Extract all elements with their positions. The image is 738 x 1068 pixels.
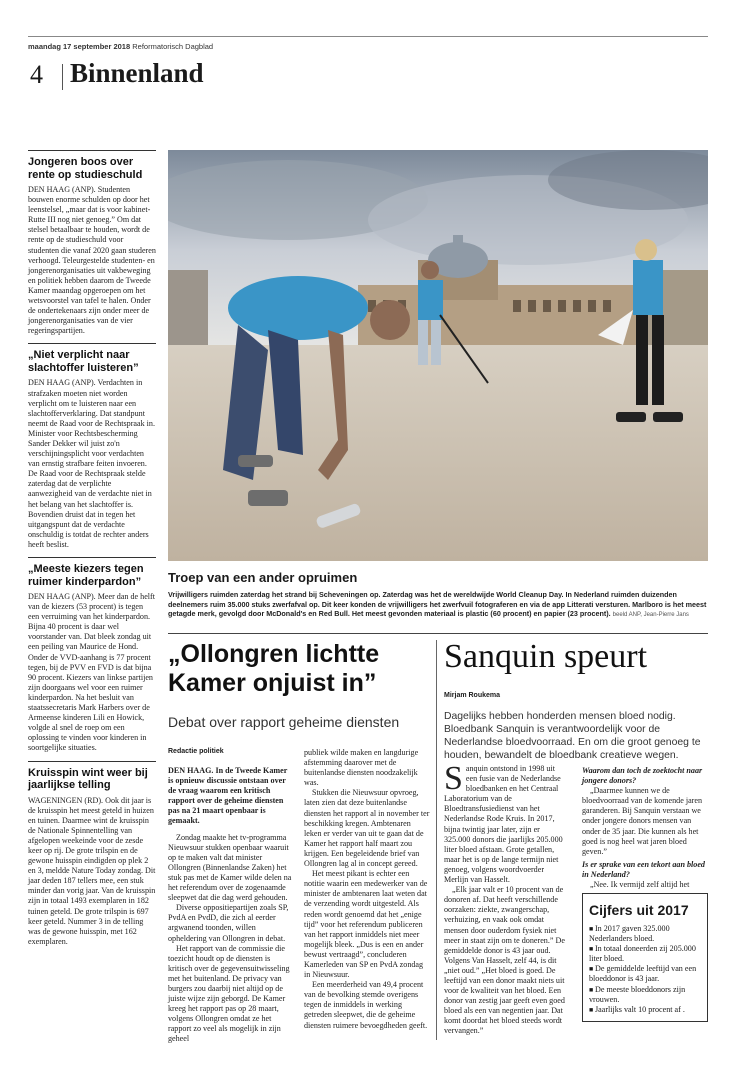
factbox-cijfers: [582, 893, 708, 1022]
factbox-item: ■ De gemiddelde leeftijd van een bloeddonor is 43 jaar.: [589, 964, 701, 984]
photo-caption: [168, 590, 708, 621]
photo-credit: beeld ANP, Jean-Pierre Jans: [612, 612, 689, 619]
news-briefs-column: [28, 150, 156, 954]
brief-kruisspin: [28, 762, 156, 954]
photo-title: Troep van een ander opruimen: [168, 570, 358, 585]
article-ollongren-byline: Redactie politiek: [168, 748, 224, 755]
factbox-list: [589, 924, 701, 1015]
caption-rule: [168, 633, 708, 634]
article-ollongren-headline: „Ollongren lichtte Kamer onjuist in”: [168, 640, 380, 697]
brief-body: WAGENINGEN (RD). Ook dit jaar is de kruisspin het meest geteld in huizen en tuinen. Daarmee wint de kruisspin de Nationale Spinnentelling van afgelopen weekeinde voor de zesde keer op rij. De grote trilspin en de gewone huisspin eindigden op plek 2 en 3, meldde Nature Today zondag. Dit jaar deden 187 tellers mee, een stuk minder dan vorig jaar. Van de kruisspin zijn in totaal 1493 exemplaren in 182 tuinen geteld. De grote trilspin is 697 keer geteld. Nummer 3 in de telling was de gewone huisspin, met 162 exemplaren.: [28, 795, 156, 946]
paper-name: Reformatorisch Dagblad: [132, 42, 214, 51]
paragraph: publiek wilde maken en langdurige afstemming daarover met de buitenlandse diensten noodzakelijk was.: [304, 748, 419, 788]
article-sanquin-headline: Sanquin speurt: [444, 638, 648, 675]
brief-title: „Niet verplicht naar slachtoffer luisteren”: [28, 349, 139, 374]
masthead-rule: [28, 36, 708, 37]
paragraph: [444, 760, 568, 885]
article-sanquin-col-1: [444, 760, 568, 1037]
caption-text: Vrijwilligers ruimden zaterdag het strand bij Scheveningen op. Zaterdag was het de wereldwijde World Cleanup Day. In Nederland ruimden duizenden deelnemers ruim 35.000 stuks zwerfafval op. Dit keer konden de vrijwilligers het zwerfvuil fotograferen en via de app Litterati versturen. Marlboro is het meest getagde merk, gevolgd door McDonald's en Red Bull. Het meest gevonden materiaal is plastic (60 procent) en papier (23 procent).: [168, 590, 707, 619]
column-rule: [436, 640, 437, 1040]
article-sanquin-lead: Dagelijks hebben honderden mensen bloed nodig. Bloedbank Sanquin is verantwoordelijk voor de Nederlandse bloedvoorraad. En om die groot genoeg te houden, bewandelt de bloedbank creatieve wegen.: [444, 711, 701, 761]
factbox-item: ■ De meeste bloeddonors zijn vrouwen.: [589, 985, 701, 1005]
section-title: Binnenland: [70, 58, 204, 88]
brief-kinderpardon: [28, 558, 156, 762]
interview-question: Waarom dan toch de zoektocht naar jongere donors?: [582, 766, 703, 786]
brief-body: DEN HAAG (ANP). Meer dan de helft van de kiezers (53 procent) is tegen een verruiming van het kinderpardon. Bijna 40 procent is daar wel voorstander van. Dat bleek zondag uit een peiling van Maurice de Hond. Onder de VVD-aanhang is 77 procent tegen, bij de PVV en FVD is dat bijna 90 procent. Kiezers van linkse partijen zijn doorgaans wel voor een ruimer kinderpardon. Na het besluit van staatssecretaris Mark Harbers over de Armeense kinderen Lili en Howick, volgde al snel de roep om een oplossing te vinden voor kinderen in soortgelijke situaties.: [28, 592, 155, 753]
paragraph: Een meerderheid van 49,4 procent van de bevolking stemde overigens tegen de inmiddels in werking getreden sleepwet, die de geheime diensten ruimere bevoegdheden geeft.: [304, 980, 428, 1030]
brief-studieschuld: [28, 151, 156, 344]
article-ollongren-col-1: [168, 766, 294, 1045]
factbox-item: ■ In 2017 gaven 325.000 Nederlanders bloed.: [589, 924, 701, 944]
interview-answer: „Nee. Ik vermijd zelf altijd het: [590, 880, 690, 890]
interview-answer: „Daarmee kunnen we de bloedvoorraad van de komende jaren garanderen. Bij Sanquin verstaan we onder jongere donors mensen van onder de 35 jaar. Die kunnen als het goed is nog heel wat jaren bloed geven.”: [582, 786, 703, 856]
section-separator: [62, 64, 63, 90]
interview-question: Is er sprake van een tekort aan bloed in Nederland?: [582, 859, 705, 879]
brief-title: Kruisspin wint weer bij jaarlijkse telling: [28, 766, 148, 791]
page-number: 4: [30, 60, 43, 89]
brief-body: DEN HAAG (ANP). Studenten bouwen enorme schulden op door het leenstelsel, „maar dat is voor kabinet-Rutte III nog niet genoeg.” Om dat stelsel betaalbaar te houden, wordt de rente op de studieschuld voor studenten die vanaf 2020 gaan studeren verhoogd. Teleurgestelde studenten- en jongerenorganisaties uit vakbeweging en politiek hebben daarom de Tweede Kamer maandag opgeroepen om het wetsvoorstel van tafel te halen. Onder de ondertekenaars zijn onder meer de jongerenorganisaties van de vier regeringspartijen.: [28, 185, 156, 336]
article-sanquin-col-2: [582, 766, 706, 890]
brief-body: DEN HAAG (ANP). Verdachten in strafzaken moeten niet worden verplicht om te luisteren naar een slachtofferverklaring. Dat standpunt neemt de Raad voor de Rechtspraak in. Minister voor Rechtsbescherming Sander Dekker wil juist zo'n verschijningsplicht voor verdachten van ernstig strafbare feiten invoeren. De Raad voor de Rechtspraak stelde zaterdag dat de verplichte aanwezigheid van de verdachte niet in het belang van het slachtoffer is. Bovendien druist dat in tegen het uitgangspunt dat de verdachte onschuldig is totdat de rechter anders heeft beslist.: [28, 378, 155, 549]
paragraph: Zondag maakte het tv-programma Nieuwsuur stukken openbaar waaruit op te maken valt dat minister Ollongren (Binnenlandse Zaken) het stuk pas met de Kamer wilde delen na het referendum over de zogenaamde sleepwet dat die dag werd gehouden.: [168, 832, 292, 903]
paragraph: Stukken die Nieuwsuur opvroeg, laten zien dat deze buitenlandse diensten het rapport al in november ter beschikking kregen. Ambtenaren leken er verder van uit te gaan dat de Kamer het rapport half maart zou krijgen. Een begeleidende brief van Ollongren lag al in concept gereed.: [304, 788, 430, 869]
article-ollongren-subhead: Debat over rapport geheime diensten: [168, 714, 400, 730]
article-sanquin-byline: Mirjam Roukema: [444, 692, 501, 699]
paragraph: Het rapport van de commissie die toezicht houdt op de diensten is kritisch over de gegevensuitwisseling met het buitenland. De privacy van burgers zou daarbij niet altijd op de juiste wijze zijn geborgd. De Kamer kreeg het rapport pas op 28 maart, volgens Ollongren omdat ze het rapport zo veel als mogelijk in zijn geheel: [168, 943, 290, 1044]
paragraph-text: anquin ontstond in 1998 uit een fusie van de Nederlandse bloedbanken en het Centraal Laboratorium van de Bloedtransfusiedienst van het Nederlandse Rode Kruis. In 2017, bijna twintig jaar later, zijn er 325.000 donors die jaarlijks 205.000 liter bloed afstaan. Grote getallen, maar het is op de lange termijn niet genoeg, volgens woordvoerder Merlijn van Hasselt.: [444, 764, 563, 885]
factbox-item: ■ Jaarlijks valt 10 procent af .: [589, 1005, 701, 1015]
paragraph: Diverse oppositiepartijen zoals SP, PvdA en PvdD, die zich al eerder argwanend toonden, willen opheldering van Ollongren in debat.: [168, 903, 289, 943]
article-intro: DEN HAAG. In de Tweede Kamer is opnieuw discussie ontstaan over de vraag waarom een kritisch rapport over de geheime diensten pas na 21 maart openbaar is gemaakt.: [168, 766, 288, 826]
brief-title: „Meeste kiezers tegen ruimer kinderpardon”: [28, 563, 144, 588]
factbox-item: ■ In totaal doneerden zij 205.000 liter bloed.: [589, 944, 701, 964]
paragraph: Het meest pikant is echter een notitie waarin een medewerker van de minister de ambtenaren laat weten dat de verzending wordt uitgesteld. Als reden wordt genoemd dat het „enige tijd” voor het referendum publiceren van het rapport inmiddels niet meer mogelijk bleek. „Dus is een en ander bewust vertraagd”, concluderen Kamerleden van SP en PvdA zondag in Nieuwsuur.: [304, 869, 428, 980]
date: maandag 17 september 2018: [28, 42, 131, 51]
paragraph: „Elk jaar valt er 10 procent van de donoren af. Dat heeft verschillende oorzaken: ziekte, zwangerschap, verhuizing, en vaak ook omdat mensen door ouderdom fysiek niet meer in staat zijn om te doneren.” De gemiddelde donor is 43 jaar oud. Volgens Van Hasselt, zelf 44, is dit „niet oud.” „Het bloed is goed. De leeftijd van een donor maakt niets uit voor de kwaliteit van het bloed. Een donor van zestig jaar geeft even goed bloed als een van negentien jaar. Dat komt doordat het bloed steeds wordt vervangen.”: [444, 885, 565, 1036]
dateline: [28, 42, 213, 51]
dropcap: S: [444, 760, 463, 797]
beach-cleanup-photo: [168, 150, 708, 561]
brief-slachtoffer: [28, 344, 156, 558]
factbox-title: Cijfers uit 2017: [589, 902, 689, 918]
article-ollongren-col-2: [304, 748, 430, 1031]
brief-title: Jongeren boos over rente op studieschuld: [28, 156, 143, 181]
